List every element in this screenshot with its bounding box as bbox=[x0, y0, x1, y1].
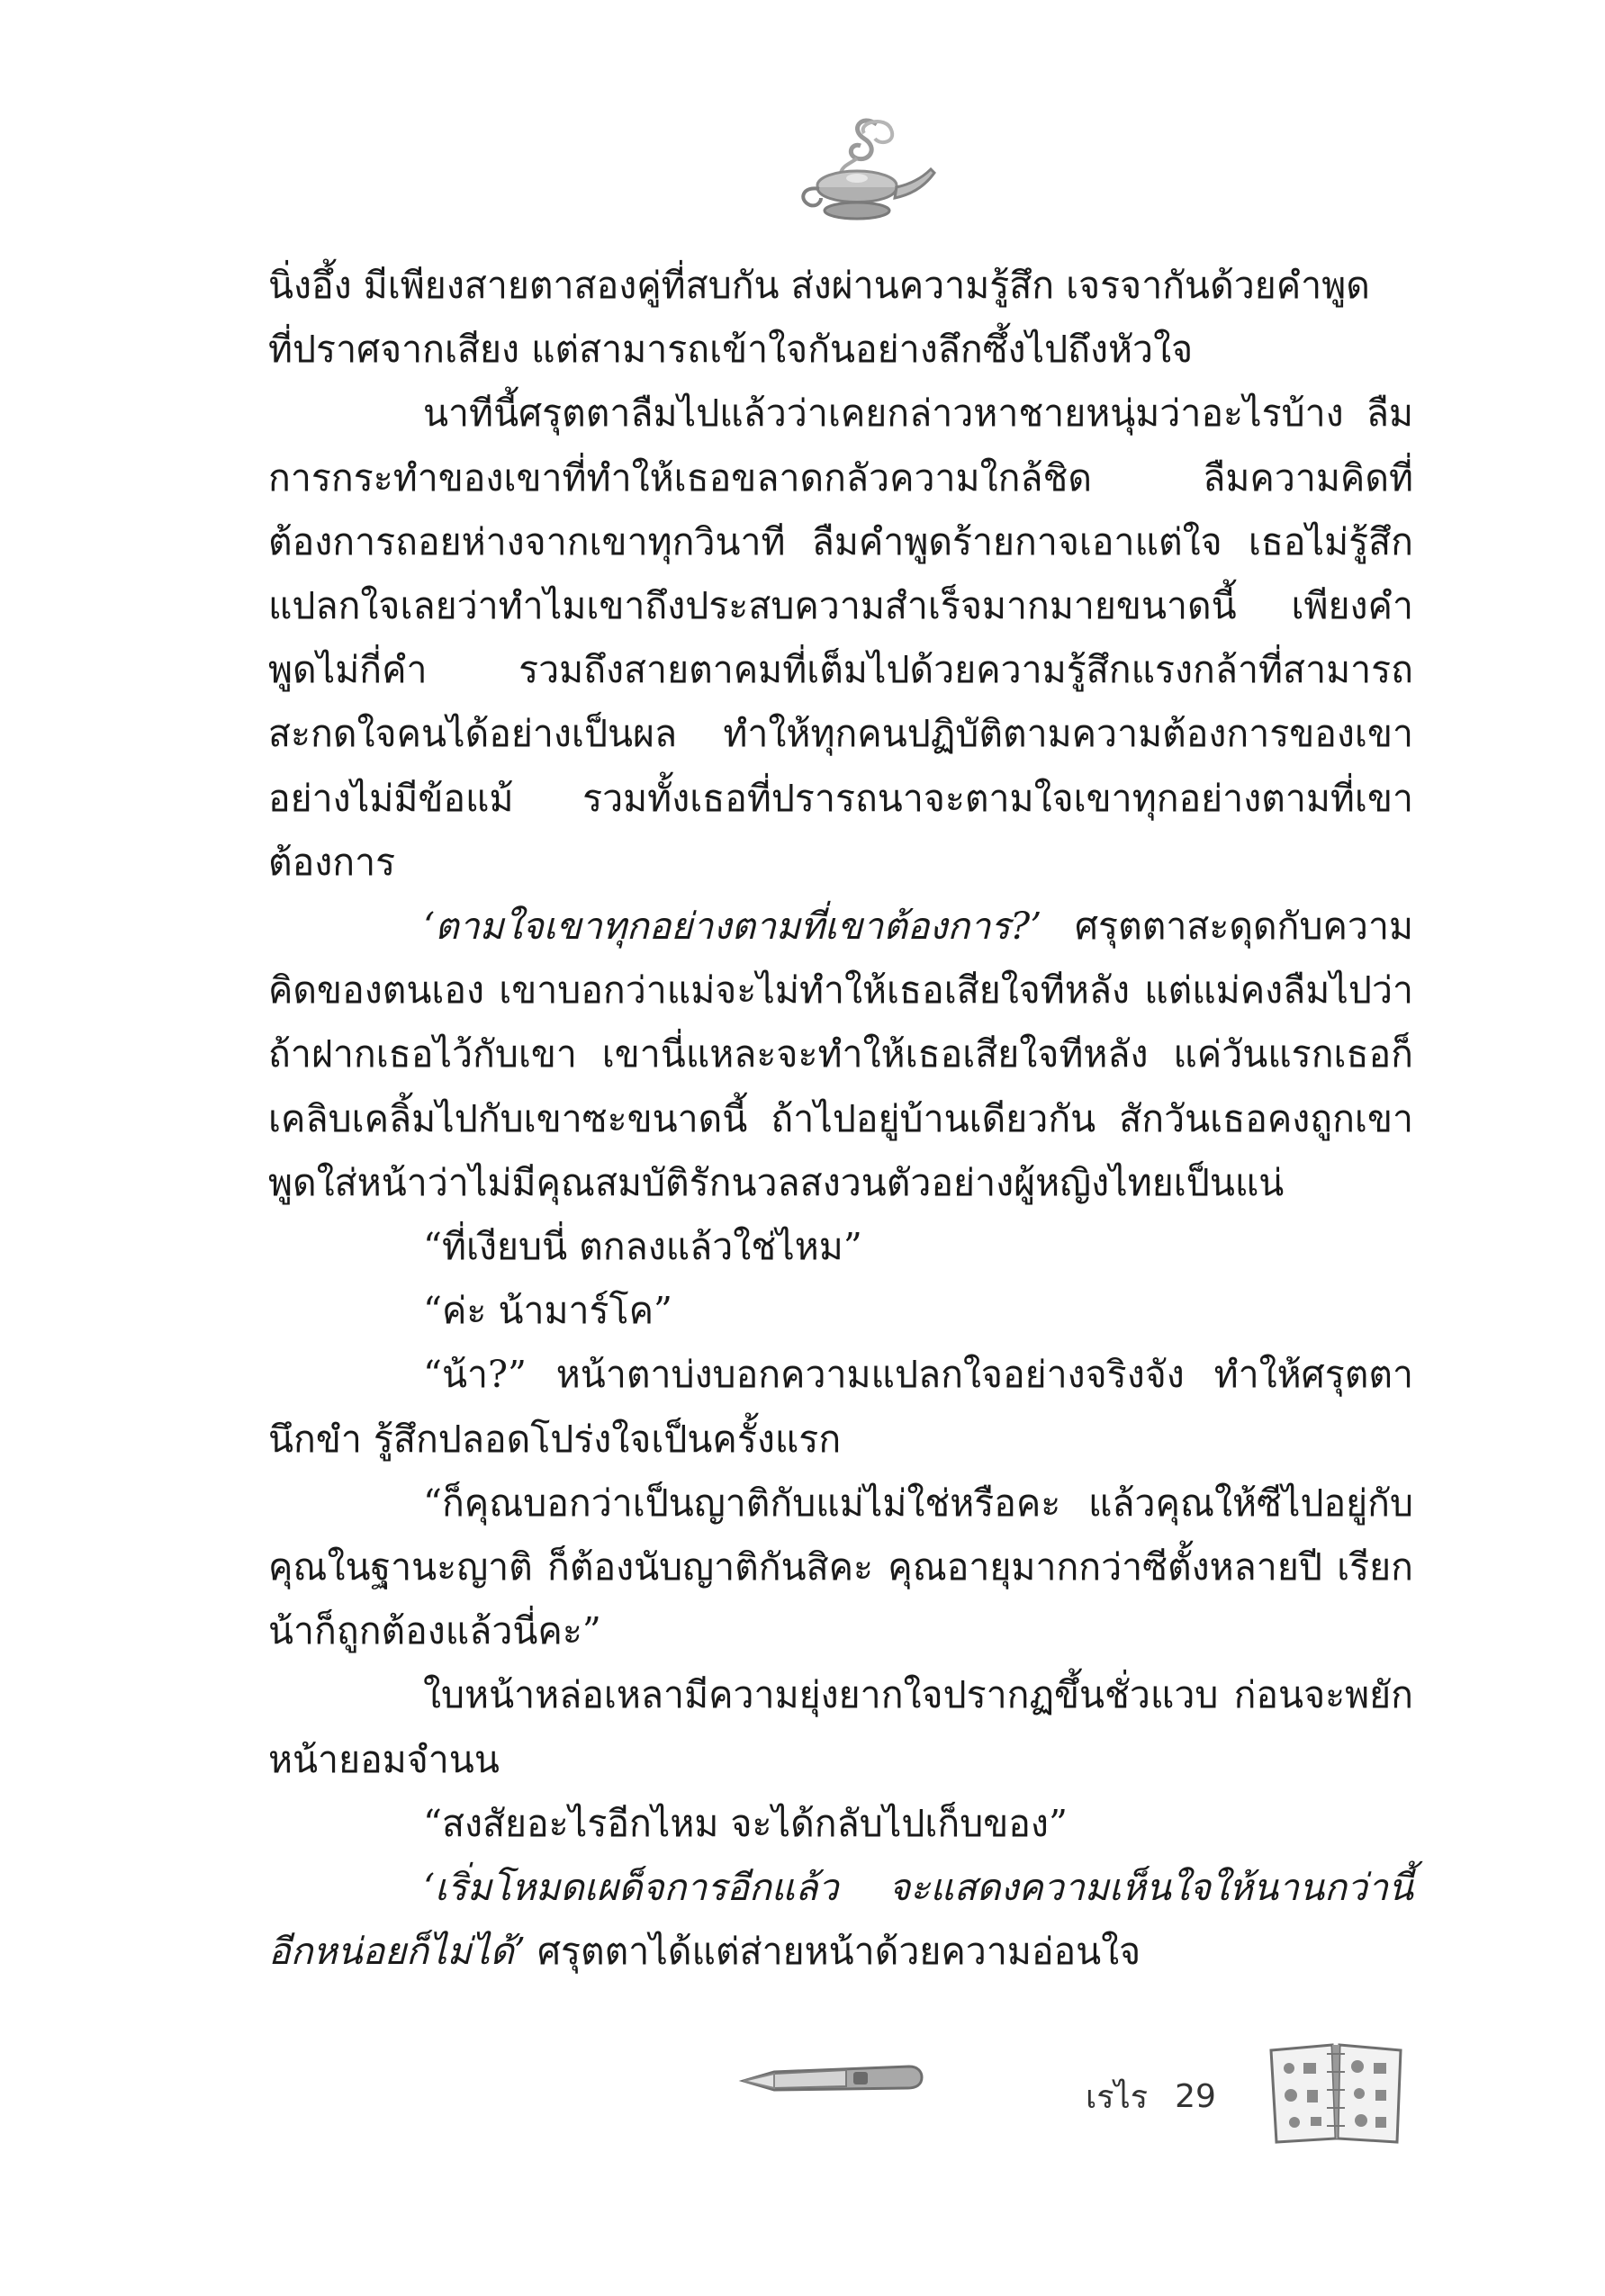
paragraph bbox=[268, 254, 1413, 382]
paragraph-line: ที่ปราศจากเสียง แต่สามารถเข้าใจกันอย่างลึกซึ้งไปถึงหัวใจ bbox=[268, 328, 1194, 372]
dialogue-line: “น้า?” หน้าตาบ่งบอกความแปลกใจอย่างจริงจัง ทำให้ศรุตตานึกขำ รู้สึกปลอดโปร่งใจเป็นครั้งแรก bbox=[268, 1353, 1413, 1461]
paragraph-line: นิ่งอึ้ง มีเพียงสายตาสองคู่ที่สบกัน ส่งผ่านความรู้สึก เจรจากันด้วยคำพูด bbox=[268, 264, 1370, 307]
story-text bbox=[268, 254, 1413, 1984]
inner-thought: ‘เริ่มโหมดเผด็จการอีกแล้ว จะแสดงความเห็นใจให้นานกว่านี้อีกหน่อยก็ไม่ได้’ bbox=[268, 1866, 1413, 1974]
paragraph: นาทีนี้ศรุตตาลืมไปแล้วว่าเคยกล่าวหาชายหนุ่มว่าอะไรบ้าง ลืมการกระทำของเขาที่ทำให้เธอขลาดกลัวความใกล้ชิด ลืมความคิดที่ต้องการถอยห่างจากเขาทุกวินาที ลืมคำพูดร้ายกาจเอาแต่ใจ เธอไม่รู้สึกแปลกใจเลยว่าทำไมเขาถึงประสบความสำเร็จมากมายขนาดนี้ เพียงคำพูดไม่กี่คำ รวมถึงสายตาคมที่เต็มไปด้วยความรู้สึกแรงกล้าที่สามารถสะกดใจคนได้อย่างเป็นผล ทำให้ทุกคนปฏิบัติตามความต้องการของเขาอย่างไม่มีข้อแม้ รวมทั้งเธอที่ปรารถนาจะตามใจเขาทุกอย่างตามที่เขาต้องการ bbox=[268, 392, 1413, 884]
page-footer bbox=[1086, 2065, 1216, 2128]
dialogue-line: “ที่เงียบนี่ ตกลงแล้วใช่ไหม” bbox=[423, 1225, 862, 1269]
paragraph: ใบหน้าหล่อเหลามีความยุ่งยากใจปรากฏขึ้นชั่วแวบ ก่อนจะพยักหน้ายอมจำนน bbox=[268, 1673, 1413, 1781]
book-title: เรไร bbox=[1086, 2078, 1149, 2116]
page-number: 29 bbox=[1175, 2077, 1216, 2115]
dialogue-line: “สงสัยอะไรอีกไหม จะได้กลับไปเก็บของ” bbox=[423, 1801, 1068, 1845]
paragraph bbox=[268, 1856, 1413, 1984]
genie-lamp-icon bbox=[771, 106, 951, 232]
dialogue-line: “ก็คุณบอกว่าเป็นญาติกับแม่ไม่ใช่หรือคะ แล้วคุณให้ซีไปอยู่กับคุณในฐานะญาติ ก็ต้องนับญาติกันสิคะ คุณอายุมากกว่าซีตั้งหลายปี เรียกน้าก็ถูกต้องแล้วนี่คะ” bbox=[268, 1481, 1413, 1653]
paragraph-text: ศรุตตาสะดุดกับความคิดของตนเอง เขาบอกว่าแม่จะไม่ทำให้เธอเสียใจทีหลัง แต่แม่คงลืมไปว่าถ้าฝากเธอไว้กับเขา เขานี่แหละจะทำให้เธอเสียใจทีหลัง แค่วันแรกเธอก็เคลิบเคลิ้มไปกับเขาซะขนาดนี้ ถ้าไปอยู่บ้านเดียวกัน สักวันเธอคงถูกเขาพูดใส่หน้าว่าไม่มีคุณสมบัติรักนวลสงวนตัวอย่างผู้หญิงไทยเป็นแน่ bbox=[268, 905, 1413, 1204]
paragraph bbox=[268, 895, 1413, 1215]
box-cutter-icon bbox=[738, 2050, 927, 2104]
paragraph-text: ศรุตตาได้แต่ส่ายหน้าด้วยความอ่อนใจ bbox=[525, 1930, 1141, 1974]
notebook-icon bbox=[1264, 2036, 1408, 2147]
inner-thought: ‘ตามใจเขาทุกอย่างตามที่เขาต้องการ?’ bbox=[423, 905, 1042, 949]
dialogue-line: “ค่ะ น้ามาร์โค” bbox=[423, 1289, 672, 1333]
